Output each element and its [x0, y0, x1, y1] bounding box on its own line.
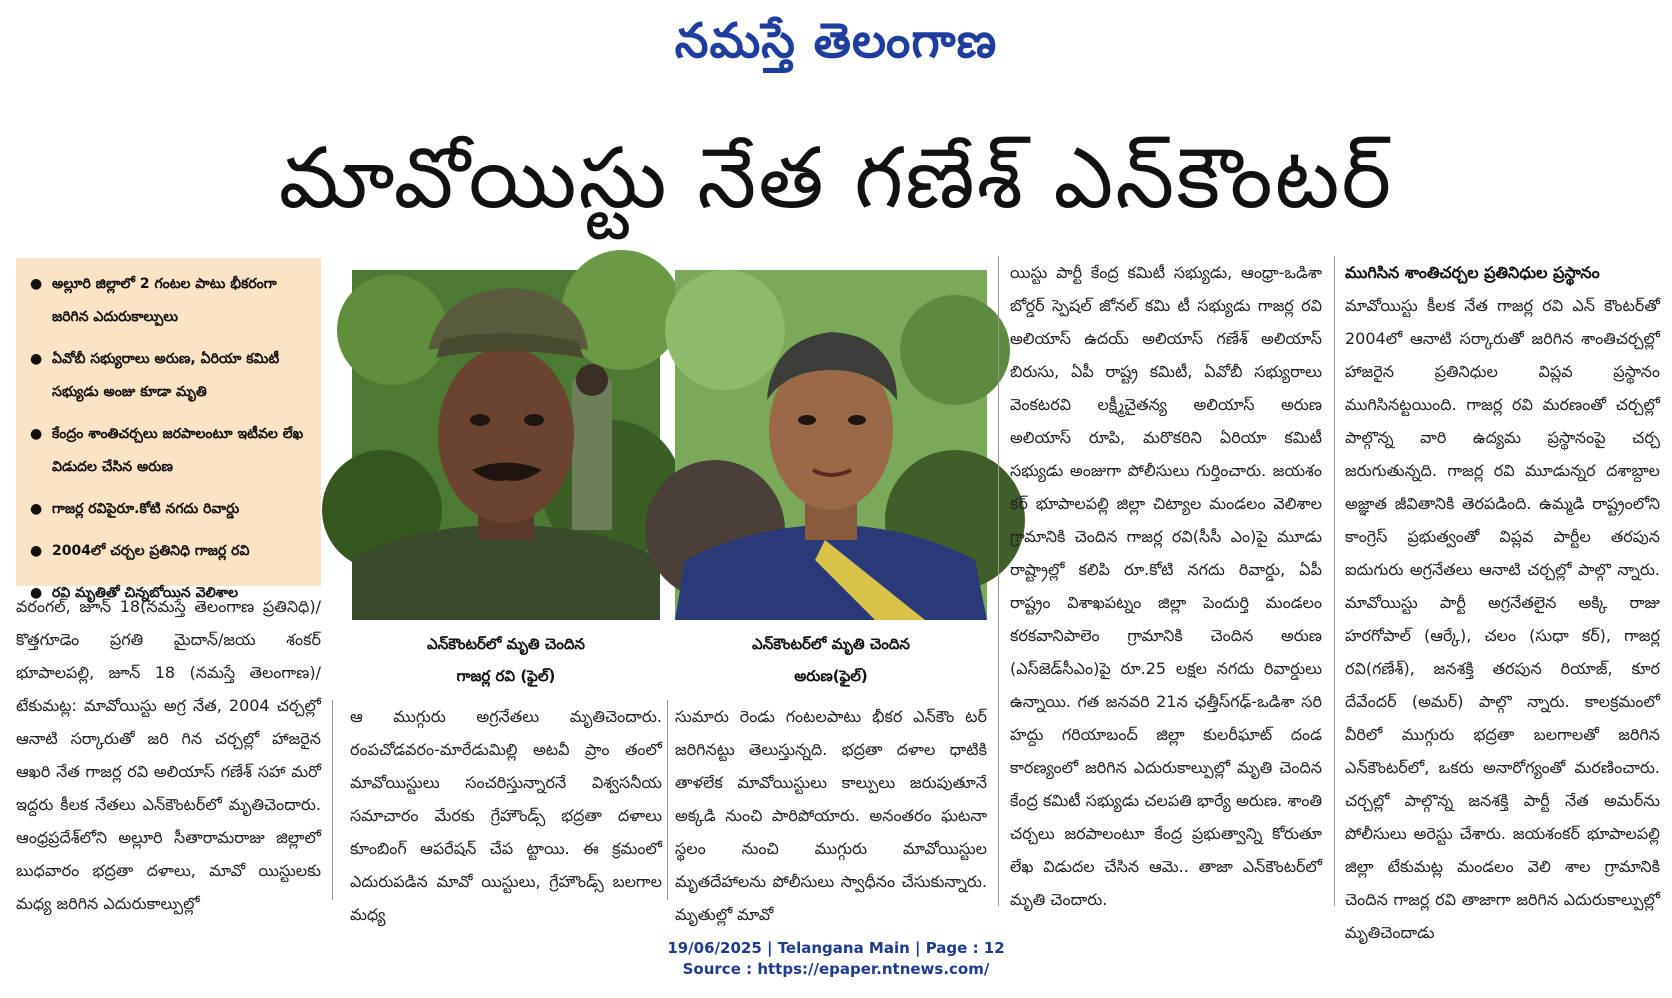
highlight-text: రవి మృతితో చిన్నబోయిన వెలిశాల [52, 585, 239, 601]
footer-date-line: 19/06/2025 | Telangana Main | Page : 12 [667, 939, 1005, 957]
page-footer [0, 938, 1672, 980]
footer-source-link[interactable]: Source : https://epaper.ntnews.com/ [682, 960, 990, 978]
article-headline: మావోయిస్టు నేత గణేశ్ ఎన్‌కౌంటర్ [278, 129, 1394, 227]
highlight-item [30, 493, 309, 526]
column-divider [1334, 256, 1335, 906]
bullet-icon: ● [30, 543, 43, 559]
article-column-4: యిస్టు పార్టీ కేంద్ర కమిటీ సభ్యుడు, ఆంధ్రా-ఒడిశా బోర్డర్‌ స్పెషల్‌ జోనల్‌ కమి టీ సభ్యుడు గాజర్ల రవి అలియాస్‌ ఉదయ్‌ అలియాస్‌ గణేశ్‌ అలియాస్‌ బిరుసు, ఏపీ రాష్ట్ర కమిటీ, ఏవోబీ సభ్యురాలు వెంకటరవి లక్ష్మీచైతన్య అలియాస్‌ అరుణ అలియాస్‌ రూపి, మరొకరిని ఏరియా కమిటీ సభ్యుడు అంజుగా పోలీసులు గుర్తించారు. జయశం కర్‌ భూపాలపల్లి జిల్లా చిట్యాల మండలం వెలిశాల గ్రామానికి చెందిన గాజర్ల రవి(సీసీ ఎం)పై మూడు రాష్ట్రాల్లో కలిపి రూ.కోటి నగదు రివార్డు, ఏపీ రాష్ట్రం విశాఖపట్నం జిల్లా పెందుర్తి మండలం కరకవానిపాలెం గ్రామానికి చెందిన అరుణ (ఎస్‌జెడ్‌సీఎం)పై రూ.25 లక్షల నగదు రివార్డులు ఉన్నాయి. గత జనవరి 21న ఛత్తీస్‌గఢ్‌-ఒడిశా సరి హద్దు గరియాబంద్‌ జిల్లా కులరీఘాట్‌ దండ కారణ్యంలో జరిగిన ఎదురుకాల్పుల్లో మృతి చెందిన కేంద్ర కమిటీ సభ్యుడు చలపతి భార్యే అరుణ. శాంతి చర్చలు జరపాలంటూ కేంద్ర ప్రభుత్వాన్ని కోరుతూ లేఖ విడుదల చేసిన ఆమె.. తాజా ఎన్‌కౌంటర్‌లో మృతి చెందారు. [1010, 263, 1322, 909]
highlight-text: గాజర్ల రవిపైరూ.కోటి నగదు రివార్డు [52, 501, 240, 517]
article-column-5 [1345, 256, 1660, 942]
bullet-icon: ● [30, 585, 43, 601]
photo-caption-aruna [675, 628, 987, 692]
portrait-woman-image [675, 270, 987, 620]
caption-line: అరుణ(ఫైల్) [794, 667, 868, 685]
bullet-icon: ● [30, 351, 43, 367]
bullet-icon: ● [30, 276, 43, 292]
article-column-2: ఆ ముగ్గురు అగ్రనేతలు మృతిచెందారు. రంపచోడవరం-మారేడుమిల్లి అటవీ ప్రాం తంలో మావోయిస్టులు సంచరిస్తున్నారనే విశ్వసనీయ సమాచారం మేరకు గ్రేహౌండ్స్‌ భద్రతా దళాలు కూంబింగ్‌ ఆపరేషన్‌ చేప ట్టాయి. ఈ క్రమంలో ఎదురుపడిన మావో యిస్టులు, గ్రేహౌండ్స్‌ బలగాల మధ్య [350, 707, 662, 924]
highlight-text: అల్లూరి జిల్లాలో 2 గంటల పాటు భీకరంగా జరిగిన ఎదురుకాల్పులు [52, 276, 277, 325]
photo-gajarla-ravi [352, 270, 660, 620]
photo-aruna [675, 270, 987, 620]
bullet-icon: ● [30, 426, 43, 442]
highlight-text: ఏవోబీ సభ్యురాలు అరుణ, ఏరియా కమిటీ సభ్యుడు అంజు కూడా మృతి [52, 351, 280, 400]
column-body: మావోయిస్టు కీలక నేత గాజర్ల రవి ఎన్‌ కౌంటర్‌తో 2004లో ఆనాటి సర్కారుతో జరిగిన శాంతిచర్చల్లో హాజరైన ప్రతినిధుల విప్లవ ప్రస్థానం ముగిసినట్టయింది. గాజర్ల రవి మరణంతో చర్చల్లో పాల్గొన్న వారి ఉద్యమ ప్రస్థానంపై చర్చ జరుగుతున్నది. గాజర్ల రవి మూడున్నర దశాబ్దాల అజ్ఞాత జీవితానికి తెరపడింది. ఉమ్మడి రాష్ట్రంలోని కాంగ్రెస్‌ ప్రభుత్వంతో విప్లవ పార్టీల తరపున ఐదుగురు అగ్రనేతలు ఆనాటి చర్చల్లో పాల్గొ న్నారు. మావోయిస్టు పార్టీ అగ్రనేతలైన అక్కి రాజు హరగోపాల్‌ (ఆర్కే), చలం (సుధా కర్‌), గాజర్ల రవి(గణేశ్‌), జనశక్తి తరపున రియాజ్‌, కూర దేవేందర్‌ (అమర్‌) పాల్గొ న్నారు. కాలక్రమంలో వీరిలో ముగ్గురు భద్రతా బలగాలతో జరిగిన ఎన్‌కౌంటర్‌లో, ఒకరు అనారోగ్యంతో మరణించారు. చర్చల్లో పాల్గొన్న జనశక్తి పార్టీ నేత అమర్‌ను పోలీసులు అరెస్టు చేశారు. జయశంకర్‌ భూపాలపల్లి జిల్లా టేకుమట్ల మండలం వెలి శాల గ్రామానికి చెందిన గాజర్ల రవి తాజాగా జరిగిన ఎదురుకాల్పుల్లో మృతిచెందాడు [1345, 296, 1660, 942]
column-divider [667, 700, 668, 900]
caption-line: ఎన్‌కౌంటర్‌లో మృతి చెందిన [427, 635, 585, 653]
column-subheading: ముగిసిన శాంతిచర్చల ప్రతినిధుల ప్రస్థానం [1345, 263, 1600, 282]
highlight-item [30, 343, 309, 409]
photo-caption-ravi [352, 628, 660, 692]
highlight-item [30, 418, 309, 484]
article-column-1: వరంగల్‌, జూన్‌ 18(నమస్తే తెలంగాణ ప్రతినిధి)/కొత్తగూడెం ప్రగతి మైదాన్‌/జయ శంకర్‌ భూపాలపల్లి, జూన్‌ 18 (నమస్తే తెలంగాణ)/టేకుమట్ల: మావోయిస్టు అగ్ర నేత, 2004 చర్చల్లో ఆనాటి సర్కారుతో జరి గిన చర్చల్లో హాజరైన ఆఖరి నేత గాజర్ల రవి అలియాస్‌ గణేశ్‌ సహా మరో ఇద్దరు కీలక నేతలు ఎన్‌కౌంటర్‌లో మృతిచెందారు. ఆంధ్రప్రదేశ్‌లోని అల్లూరి సీతారామరాజు జిల్లాలో బుధవారం భద్రతా దళాలు, మావో యిస్టులకు మధ్య జరిగిన ఎదురుకాల్పుల్లో [16, 597, 321, 913]
column-divider [998, 256, 999, 906]
bullet-icon: ● [30, 501, 43, 517]
highlight-text: కేంద్రం శాంతిచర్చలు జరపాలంటూ ఇటీవల లేఖ విడుదల చేసిన అరుణ [52, 426, 304, 475]
caption-line: గాజర్ల రవి (ఫైల్) [456, 667, 556, 685]
caption-line: ఎన్‌కౌంటర్‌లో మృతి చెందిన [752, 635, 910, 653]
newspaper-masthead: నమస్తే తెలంగాణ [674, 13, 998, 69]
highlight-text: 2004లో చర్చల ప్రతినిధి గాజర్ల రవి [52, 543, 250, 559]
portrait-man-image [352, 270, 660, 620]
highlight-item [30, 268, 309, 334]
column-divider [332, 700, 333, 900]
article-column-3: సుమారు రెండు గంటలపాటు భీకర ఎన్‌కౌం టర్‌ జరిగినట్టు తెలుస్తున్నది. భద్రతా దళాల ధాటికి తాళలేక మావోయిస్టులు కాల్పులు జరుపుతూనే అక్కడి నుంచి పారిపోయారు. అనంతరం ఘటనా స్థలం నుంచి ముగ్గురు మావోయిస్టుల మృతదేహాలను పోలీసులు స్వాధీనం చేసుకున్నారు. మృతుల్లో మావో [675, 707, 987, 924]
highlight-item [30, 535, 309, 568]
highlights-box [16, 258, 321, 601]
